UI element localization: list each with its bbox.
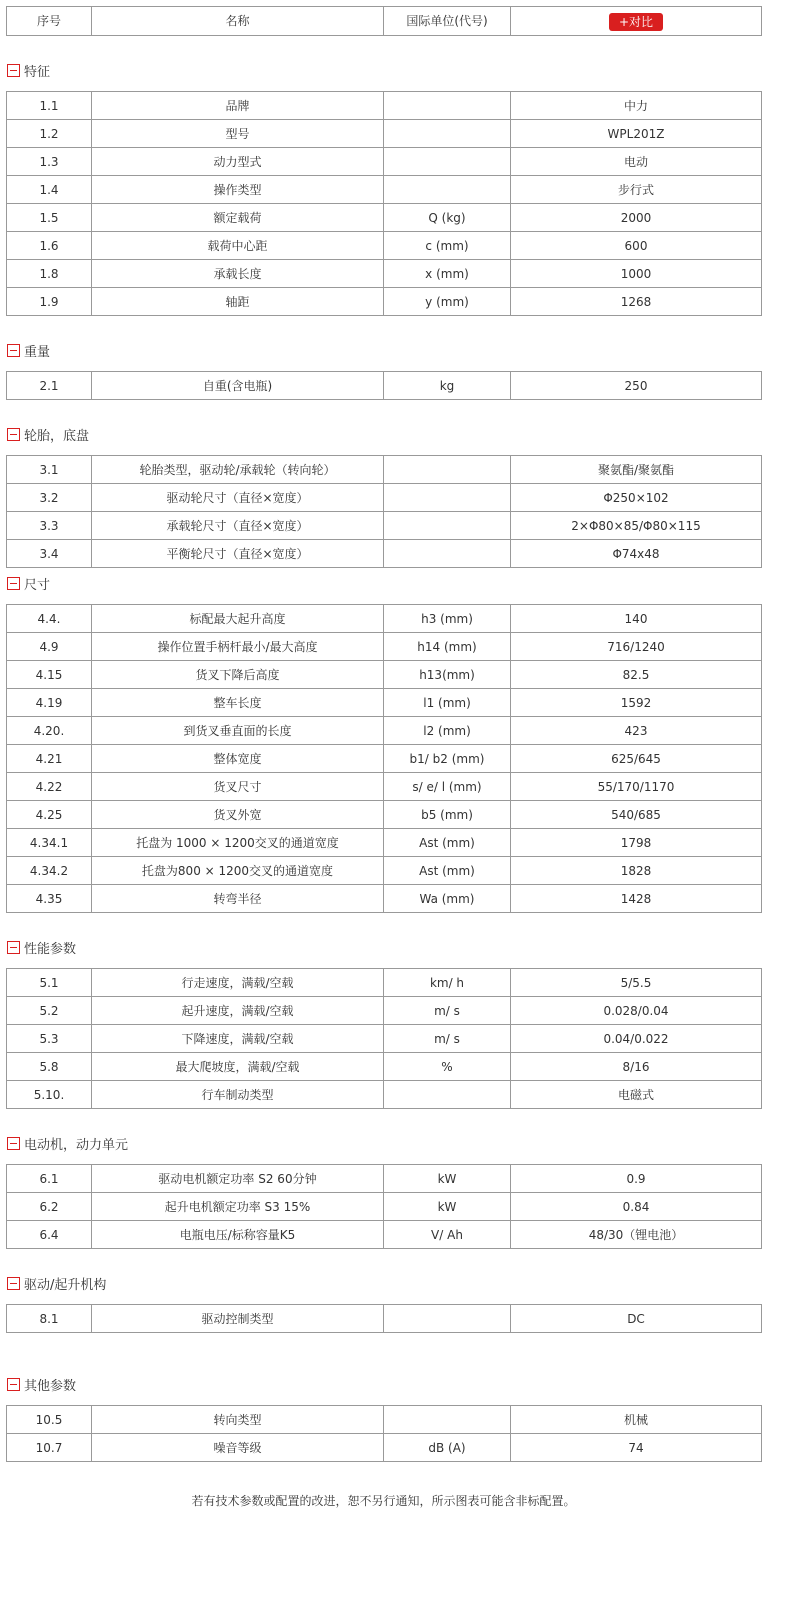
spec-table <box>6 604 762 913</box>
cell-value: 250 <box>511 372 762 400</box>
section-title-label: 其他参数 <box>24 1379 77 1394</box>
spec-table <box>6 968 762 1109</box>
cell-value: DC <box>511 1305 762 1333</box>
cell-no: 3.2 <box>7 484 92 512</box>
cell-value: 1592 <box>511 689 762 717</box>
table-row <box>7 1193 762 1221</box>
cell-no: 1.8 <box>7 260 92 288</box>
cell-unit: km/ h <box>384 969 511 997</box>
section-title-label: 驱动/起升机构 <box>24 1278 107 1293</box>
cell-unit <box>384 484 511 512</box>
table-row <box>7 484 762 512</box>
cell-value: 1798 <box>511 829 762 857</box>
footer-note: 若有技术参数或配置的改进，恕不另行通知，所示图表可能含非标配置。 <box>191 1494 576 1508</box>
table-row <box>7 372 762 400</box>
cell-value: 74 <box>511 1434 762 1462</box>
cell-no: 4.22 <box>7 773 92 801</box>
cell-no: 5.1 <box>7 969 92 997</box>
section-title <box>6 1272 761 1295</box>
cell-no: 2.1 <box>7 372 92 400</box>
cell-no: 4.20. <box>7 717 92 745</box>
cell-unit <box>384 512 511 540</box>
spec-table <box>6 1304 762 1333</box>
table-row <box>7 148 762 176</box>
cell-value: 1000 <box>511 260 762 288</box>
cell-unit: kW <box>384 1165 511 1193</box>
cell-unit <box>384 176 511 204</box>
cell-value: 82.5 <box>511 661 762 689</box>
cell-unit: kW <box>384 1193 511 1221</box>
cell-no: 5.3 <box>7 1025 92 1053</box>
cell-name: 轮胎类型，驱动轮/承载轮（转向轮） <box>92 456 384 484</box>
cell-no: 4.19 <box>7 689 92 717</box>
spec-page <box>6 0 761 1509</box>
section-title <box>6 339 761 362</box>
section-title <box>6 572 761 595</box>
header-unit: 国际单位(代号) <box>384 7 511 36</box>
collapse-minus-icon[interactable] <box>7 344 20 357</box>
collapse-minus-icon[interactable] <box>7 577 20 590</box>
cell-no: 3.4 <box>7 540 92 568</box>
table-row <box>7 1053 762 1081</box>
table-row <box>7 605 762 633</box>
cell-unit: m/ s <box>384 997 511 1025</box>
cell-no: 5.10. <box>7 1081 92 1109</box>
collapse-minus-icon[interactable] <box>7 64 20 77</box>
cell-no: 6.2 <box>7 1193 92 1221</box>
cell-name: 行走速度，满载/空载 <box>92 969 384 997</box>
cell-name: 平衡轮尺寸（直径×宽度） <box>92 540 384 568</box>
cell-unit: x (mm) <box>384 260 511 288</box>
table-row <box>7 92 762 120</box>
cell-no: 1.2 <box>7 120 92 148</box>
compare-button[interactable]: +对比 <box>609 13 663 31</box>
cell-unit: dB (A) <box>384 1434 511 1462</box>
table-row <box>7 745 762 773</box>
table-row <box>7 689 762 717</box>
cell-no: 3.1 <box>7 456 92 484</box>
cell-value: 机械 <box>511 1406 762 1434</box>
cell-unit: l1 (mm) <box>384 689 511 717</box>
cell-unit: Ast (mm) <box>384 857 511 885</box>
cell-value: 423 <box>511 717 762 745</box>
cell-name: 标配最大起升高度 <box>92 605 384 633</box>
cell-name: 到货叉垂直面的长度 <box>92 717 384 745</box>
section-title-label: 特征 <box>24 65 51 80</box>
cell-name: 起升电机额定功率 S3 15% <box>92 1193 384 1221</box>
cell-name: 动力型式 <box>92 148 384 176</box>
cell-no: 6.1 <box>7 1165 92 1193</box>
cell-value: 0.04/0.022 <box>511 1025 762 1053</box>
cell-value: Φ250×102 <box>511 484 762 512</box>
cell-no: 6.4 <box>7 1221 92 1249</box>
cell-name: 驱动控制类型 <box>92 1305 384 1333</box>
table-row <box>7 260 762 288</box>
table-row <box>7 1305 762 1333</box>
cell-unit: Wa (mm) <box>384 885 511 913</box>
cell-name: 转向类型 <box>92 1406 384 1434</box>
cell-name: 下降速度，满载/空载 <box>92 1025 384 1053</box>
cell-name: 最大爬坡度，满载/空载 <box>92 1053 384 1081</box>
section-title <box>6 936 761 959</box>
table-row <box>7 633 762 661</box>
cell-value: 中力 <box>511 92 762 120</box>
cell-name: 驱动电机额定功率 S2 60分钟 <box>92 1165 384 1193</box>
cell-unit <box>384 540 511 568</box>
cell-name: 货叉外宽 <box>92 801 384 829</box>
section-title-label: 重量 <box>24 345 51 360</box>
collapse-minus-icon[interactable] <box>7 1277 20 1290</box>
table-row <box>7 1081 762 1109</box>
cell-value: 0.9 <box>511 1165 762 1193</box>
cell-name: 载荷中心距 <box>92 232 384 260</box>
spec-table <box>6 91 762 316</box>
table-row <box>7 176 762 204</box>
cell-no: 5.8 <box>7 1053 92 1081</box>
cell-value: 625/645 <box>511 745 762 773</box>
cell-unit: m/ s <box>384 1025 511 1053</box>
cell-value: 140 <box>511 605 762 633</box>
cell-name: 整体宽度 <box>92 745 384 773</box>
cell-name: 驱动轮尺寸（直径×宽度） <box>92 484 384 512</box>
cell-no: 4.35 <box>7 885 92 913</box>
cell-value: 电动 <box>511 148 762 176</box>
table-row <box>7 1025 762 1053</box>
spec-table <box>6 371 762 400</box>
cell-unit: c (mm) <box>384 232 511 260</box>
table-row <box>7 801 762 829</box>
table-row <box>7 1165 762 1193</box>
cell-name: 噪音等级 <box>92 1434 384 1462</box>
cell-no: 5.2 <box>7 997 92 1025</box>
cell-no: 1.9 <box>7 288 92 316</box>
table-row <box>7 288 762 316</box>
header-no: 序号 <box>7 7 92 36</box>
cell-name: 托盘为 1000 × 1200交叉的通道宽度 <box>92 829 384 857</box>
cell-no: 4.34.2 <box>7 857 92 885</box>
cell-unit <box>384 120 511 148</box>
cell-name: 转弯半径 <box>92 885 384 913</box>
cell-name: 品牌 <box>92 92 384 120</box>
spec-header-table <box>6 6 762 36</box>
cell-unit: b1/ b2 (mm) <box>384 745 511 773</box>
cell-no: 4.25 <box>7 801 92 829</box>
spec-table <box>6 1405 762 1462</box>
cell-unit <box>384 456 511 484</box>
header-name: 名称 <box>92 7 384 36</box>
cell-unit: l2 (mm) <box>384 717 511 745</box>
cell-name: 轴距 <box>92 288 384 316</box>
table-row <box>7 885 762 913</box>
cell-no: 4.34.1 <box>7 829 92 857</box>
cell-unit: Ast (mm) <box>384 829 511 857</box>
cell-value: 0.028/0.04 <box>511 997 762 1025</box>
cell-name: 操作位置手柄杆最小/最大高度 <box>92 633 384 661</box>
cell-value: 8/16 <box>511 1053 762 1081</box>
cell-name: 托盘为800 × 1200交叉的通道宽度 <box>92 857 384 885</box>
section-title <box>6 59 761 82</box>
cell-name: 承载长度 <box>92 260 384 288</box>
table-row <box>7 540 762 568</box>
cell-value: 2000 <box>511 204 762 232</box>
table-row <box>7 1434 762 1462</box>
cell-no: 10.7 <box>7 1434 92 1462</box>
cell-no: 1.6 <box>7 232 92 260</box>
table-row <box>7 773 762 801</box>
cell-value: Φ74x48 <box>511 540 762 568</box>
table-row <box>7 997 762 1025</box>
cell-no: 1.3 <box>7 148 92 176</box>
cell-name: 型号 <box>92 120 384 148</box>
spec-table <box>6 455 762 568</box>
cell-unit: % <box>384 1053 511 1081</box>
cell-name: 整车长度 <box>92 689 384 717</box>
cell-name: 货叉下降后高度 <box>92 661 384 689</box>
cell-no: 4.4. <box>7 605 92 633</box>
cell-no: 8.1 <box>7 1305 92 1333</box>
section-title-label: 性能参数 <box>24 942 77 957</box>
table-row <box>7 512 762 540</box>
section-title <box>6 423 761 446</box>
cell-name: 行车制动类型 <box>92 1081 384 1109</box>
cell-name: 操作类型 <box>92 176 384 204</box>
table-row <box>7 661 762 689</box>
cell-unit <box>384 148 511 176</box>
section-title-label: 轮胎，底盘 <box>24 429 90 444</box>
cell-unit: h13(mm) <box>384 661 511 689</box>
cell-value: 0.84 <box>511 1193 762 1221</box>
cell-unit: kg <box>384 372 511 400</box>
collapse-minus-icon[interactable] <box>7 1137 20 1150</box>
cell-unit: y (mm) <box>384 288 511 316</box>
cell-value: 55/170/1170 <box>511 773 762 801</box>
cell-unit: V/ Ah <box>384 1221 511 1249</box>
cell-no: 1.4 <box>7 176 92 204</box>
cell-value: 2×Φ80×85/Φ80×115 <box>511 512 762 540</box>
cell-name: 额定载荷 <box>92 204 384 232</box>
collapse-minus-icon[interactable] <box>7 941 20 954</box>
cell-unit: b5 (mm) <box>384 801 511 829</box>
cell-name: 自重(含电瓶) <box>92 372 384 400</box>
section-title-label: 尺寸 <box>24 578 51 593</box>
cell-name: 货叉尺寸 <box>92 773 384 801</box>
cell-unit: h14 (mm) <box>384 633 511 661</box>
table-row <box>7 829 762 857</box>
section-title-label: 电动机，动力单元 <box>24 1138 129 1153</box>
cell-no: 4.21 <box>7 745 92 773</box>
collapse-minus-icon[interactable] <box>7 1378 20 1391</box>
cell-no: 4.9 <box>7 633 92 661</box>
cell-no: 4.15 <box>7 661 92 689</box>
table-row <box>7 1221 762 1249</box>
cell-name: 电瓶电压/标称容量K5 <box>92 1221 384 1249</box>
cell-value: 电磁式 <box>511 1081 762 1109</box>
cell-unit <box>384 1406 511 1434</box>
collapse-minus-icon[interactable] <box>7 428 20 441</box>
table-row <box>7 204 762 232</box>
table-row <box>7 717 762 745</box>
cell-value: 48/30（锂电池） <box>511 1221 762 1249</box>
cell-value: 5/5.5 <box>511 969 762 997</box>
cell-no: 3.3 <box>7 512 92 540</box>
cell-value: 600 <box>511 232 762 260</box>
cell-no: 1.5 <box>7 204 92 232</box>
cell-no: 10.5 <box>7 1406 92 1434</box>
cell-unit: s/ e/ l (mm) <box>384 773 511 801</box>
section-title <box>6 1373 761 1396</box>
cell-value: 716/1240 <box>511 633 762 661</box>
table-row <box>7 969 762 997</box>
section-title <box>6 1132 761 1155</box>
spec-table <box>6 1164 762 1249</box>
table-row <box>7 857 762 885</box>
spec-sections <box>6 59 761 1462</box>
cell-value: 聚氨酯/聚氨酯 <box>511 456 762 484</box>
cell-unit: Q (kg) <box>384 204 511 232</box>
table-row <box>7 120 762 148</box>
cell-value: WPL201Z <box>511 120 762 148</box>
header-row <box>7 7 762 36</box>
table-row <box>7 1406 762 1434</box>
cell-unit <box>384 1081 511 1109</box>
header-compare-cell <box>511 7 762 36</box>
cell-unit: h3 (mm) <box>384 605 511 633</box>
cell-value: 步行式 <box>511 176 762 204</box>
table-row <box>7 232 762 260</box>
cell-name: 承载轮尺寸（直径×宽度） <box>92 512 384 540</box>
cell-value: 1268 <box>511 288 762 316</box>
cell-unit <box>384 92 511 120</box>
cell-name: 起升速度，满载/空载 <box>92 997 384 1025</box>
cell-value: 540/685 <box>511 801 762 829</box>
cell-no: 1.1 <box>7 92 92 120</box>
cell-value: 1428 <box>511 885 762 913</box>
cell-unit <box>384 1305 511 1333</box>
cell-value: 1828 <box>511 857 762 885</box>
table-row <box>7 456 762 484</box>
